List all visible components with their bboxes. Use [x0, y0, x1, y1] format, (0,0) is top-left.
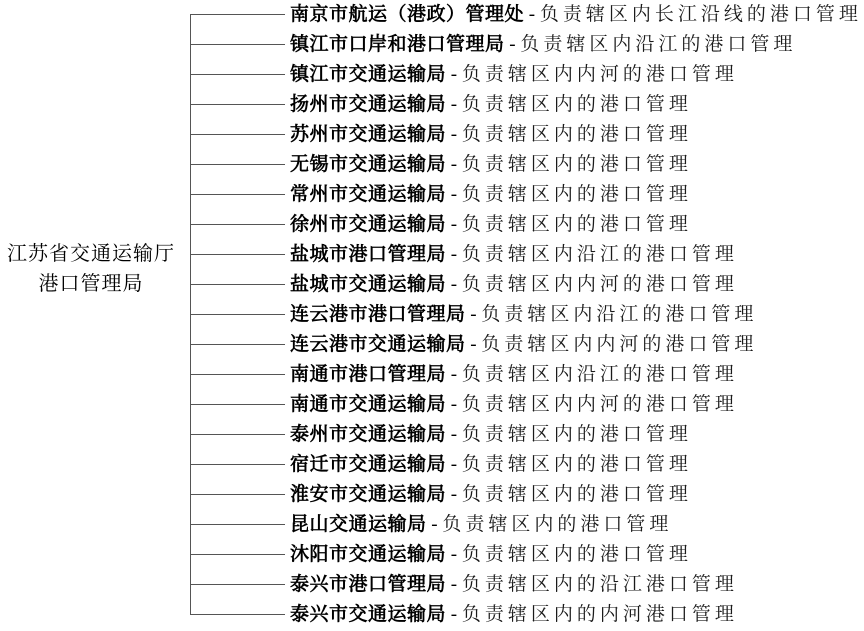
branch-desc: 负责辖区内的沿江港口管理: [461, 574, 738, 595]
branch-name: 连云港市交通运输局: [290, 334, 466, 355]
branch-desc: 负责辖区内的港口管理: [461, 544, 692, 565]
branch-name: 常州市交通运输局: [290, 184, 447, 205]
branch-separator: -: [446, 154, 462, 175]
branch-row: [0, 390, 864, 420]
branch-desc: 负责辖区内沿江的港口管理: [520, 34, 797, 55]
branch-desc: 负责辖区内的港口管理: [461, 184, 692, 205]
branch-label: [290, 210, 692, 240]
branch-label: [290, 120, 692, 150]
branch-desc: 负责辖区内的内河港口管理: [461, 604, 738, 625]
branch-desc: 负责辖区内长江沿线的港口管理: [539, 4, 862, 25]
branch-row: [0, 510, 864, 540]
branch-row: [0, 60, 864, 90]
branch-name: 沐阳市交通运输局: [290, 544, 447, 565]
branch-row: [0, 540, 864, 570]
branch-label: [290, 510, 672, 540]
connector-line: [190, 554, 285, 555]
branch-desc: 负责辖区内的港口管理: [461, 154, 692, 175]
branch-desc: 负责辖区内的港口管理: [461, 214, 692, 235]
branch-label: [290, 330, 757, 360]
branch-label: [290, 30, 796, 60]
branch-name: 南通市交通运输局: [290, 394, 447, 415]
branch-separator: -: [504, 34, 521, 55]
connector-line: [190, 284, 285, 285]
branch-row: [0, 0, 864, 30]
branch-label: [290, 180, 692, 210]
connector-line: [190, 464, 285, 465]
branch-row: [0, 420, 864, 450]
connector-line: [190, 104, 285, 105]
branch-desc: 负责辖区内沿江的港口管理: [461, 364, 738, 385]
branch-desc: 负责辖区内内河的港口管理: [461, 394, 738, 415]
branch-name: 扬州市交通运输局: [290, 94, 447, 115]
root-node-line1: 江苏省交通运输厅: [7, 243, 175, 265]
branch-separator: -: [446, 364, 462, 385]
branch-label: [290, 600, 738, 630]
connector-line: [190, 164, 285, 165]
connector-line: [190, 74, 285, 75]
branch-desc: 负责辖区内内河的港口管理: [481, 334, 758, 355]
branch-name: 盐城市港口管理局: [290, 244, 447, 265]
branch-name: 镇江市交通运输局: [290, 64, 447, 85]
branch-desc: 负责辖区内的港口管理: [461, 94, 692, 115]
branch-name: 泰兴市交通运输局: [290, 604, 447, 625]
connector-line: [190, 314, 285, 315]
branch-label: [290, 540, 692, 570]
branch-name: 南通市港口管理局: [290, 364, 447, 385]
branch-separator: -: [465, 334, 482, 355]
connector-line: [190, 434, 285, 435]
connector-line: [190, 404, 285, 405]
branch-desc: 负责辖区内的港口管理: [461, 124, 692, 145]
branch-row: [0, 480, 864, 510]
branch-label: [290, 390, 738, 420]
branch-row: [0, 600, 864, 630]
branch-desc: 负责辖区内内河的港口管理: [461, 274, 738, 295]
connector-line: [190, 374, 285, 375]
branch-desc: 负责辖区内沿江的港口管理: [461, 244, 738, 265]
branch-name: 徐州市交通运输局: [290, 214, 447, 235]
branch-desc: 负责辖区内的港口管理: [461, 454, 692, 475]
branch-label: [290, 240, 738, 270]
branch-row: [0, 300, 864, 330]
branch-name: 泰州市交通运输局: [290, 424, 447, 445]
branch-row: [0, 210, 864, 240]
branch-row: [0, 360, 864, 390]
branch-row: [0, 240, 864, 270]
branch-separator: -: [446, 424, 462, 445]
branch-name: 昆山交通运输局: [290, 514, 427, 535]
branch-separator: -: [446, 214, 462, 235]
branch-name: 泰兴市港口管理局: [290, 574, 447, 595]
branch-separator: -: [446, 454, 462, 475]
branch-separator: -: [446, 394, 462, 415]
branch-row: [0, 30, 864, 60]
branch-desc: 负责辖区内内河的港口管理: [461, 64, 738, 85]
branch-row: [0, 150, 864, 180]
root-node-line2: 港口管理局: [38, 273, 144, 295]
branch-name: 盐城市交通运输局: [290, 274, 447, 295]
branch-label: [290, 480, 692, 510]
connector-line: [190, 524, 285, 525]
branch-name: 南京市航运（港政）管理处: [290, 4, 525, 25]
branch-label: [290, 420, 692, 450]
branch-separator: -: [446, 64, 462, 85]
branch-row: [0, 180, 864, 210]
branch-desc: 负责辖区内的港口管理: [442, 514, 673, 535]
branch-name: 苏州市交通运输局: [290, 124, 447, 145]
branch-name: 淮安市交通运输局: [290, 484, 447, 505]
connector-line: [190, 44, 285, 45]
connector-line: [190, 344, 285, 345]
branch-desc: 负责辖区内的港口管理: [461, 424, 692, 445]
branch-label: [290, 60, 738, 90]
branch-row: [0, 570, 864, 600]
branch-separator: -: [446, 184, 462, 205]
branch-label: [290, 270, 738, 300]
connector-line: [190, 134, 285, 135]
branch-separator: -: [446, 604, 462, 625]
branch-row: [0, 120, 864, 150]
branch-name: 无锡市交通运输局: [290, 154, 447, 175]
connector-line: [190, 254, 285, 255]
branch-label: [290, 300, 757, 330]
branch-row: [0, 450, 864, 480]
connector-line: [190, 224, 285, 225]
branch-desc: 负责辖区内的港口管理: [461, 484, 692, 505]
branch-separator: -: [446, 124, 462, 145]
branch-label: [290, 90, 692, 120]
branch-label: [290, 360, 738, 390]
branch-separator: -: [446, 484, 462, 505]
branch-desc: 负责辖区内沿江的港口管理: [481, 304, 758, 325]
branch-name: 宿迁市交通运输局: [290, 454, 447, 475]
connector-line: [190, 614, 285, 615]
branch-label: [290, 150, 692, 180]
branch-separator: -: [446, 244, 462, 265]
branch-row: [0, 90, 864, 120]
branch-label: [290, 0, 862, 30]
branch-row: [0, 330, 864, 360]
branch-separator: -: [446, 544, 462, 565]
connector-line: [190, 494, 285, 495]
branch-separator: -: [446, 274, 462, 295]
branch-name: 连云港市港口管理局: [290, 304, 466, 325]
branch-label: [290, 570, 738, 600]
branch-separator: -: [524, 4, 540, 25]
connector-line: [190, 194, 285, 195]
branch-separator: -: [446, 94, 462, 115]
branch-label: [290, 450, 692, 480]
branch-separator: -: [426, 514, 443, 535]
branch-separator: -: [465, 304, 482, 325]
branch-row: [0, 270, 864, 300]
connector-line: [190, 584, 285, 585]
branch-name: 镇江市口岸和港口管理局: [290, 34, 505, 55]
connector-line: [190, 14, 285, 15]
branch-separator: -: [446, 574, 462, 595]
